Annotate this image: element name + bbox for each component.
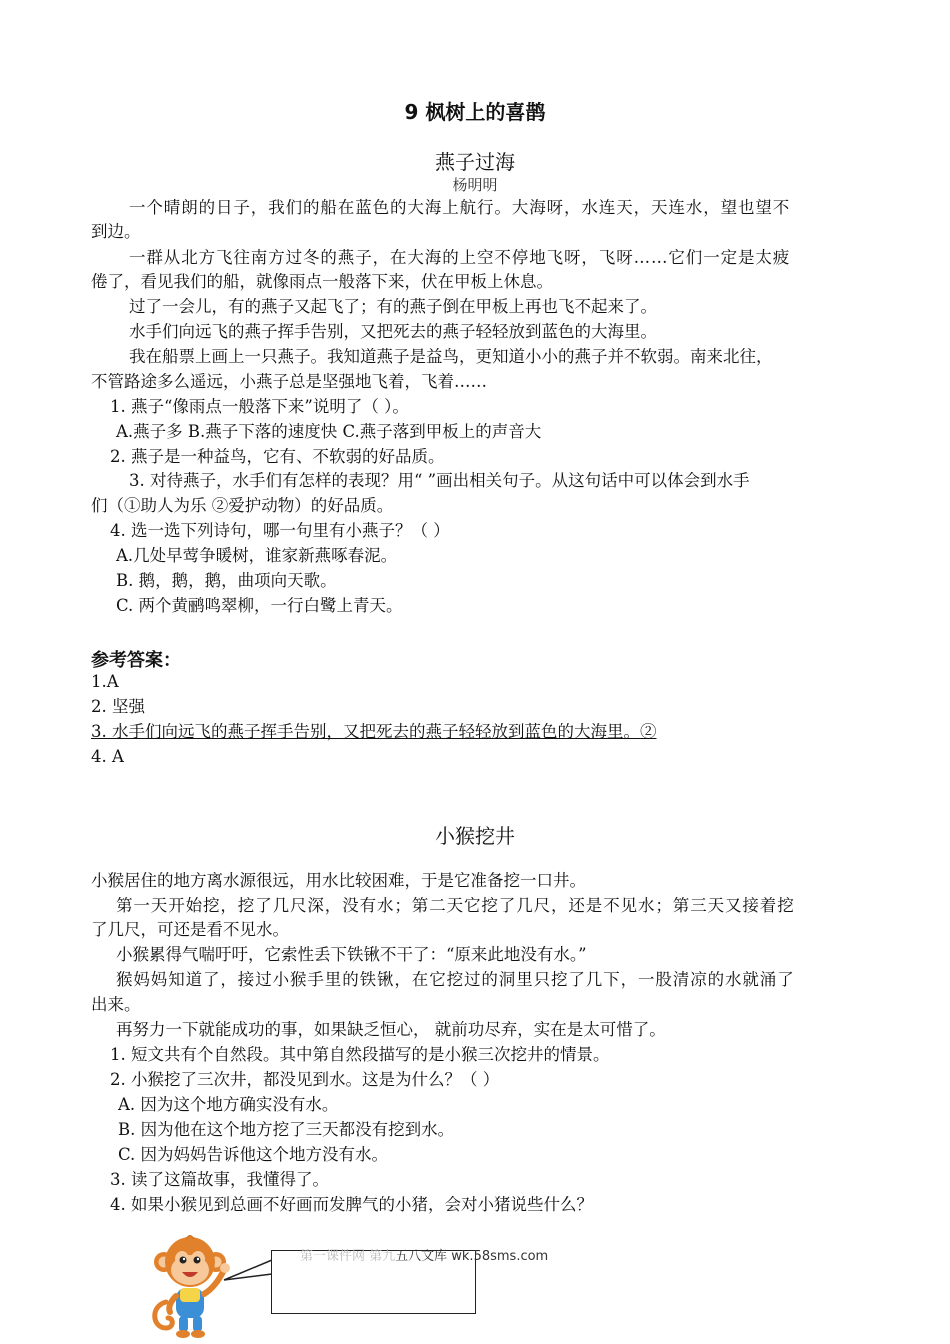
passage2-title: 小猴挖井 — [435, 824, 515, 848]
passage1-line: 过了一会儿，有的燕子又起飞了；有的燕子倒在甲板上再也飞不起来了。 — [129, 297, 657, 316]
question: 们（①助人为乐 ②爱护动物）的好品质。 — [91, 496, 394, 515]
answers-heading: 参考答案： — [91, 650, 181, 671]
question-option: A.几处早莺争暖树，谁家新燕啄春泥。 — [116, 546, 398, 565]
question: 1. 短文共有个自然段。其中第自然段描写的是小猴三次挖井的情景。 — [110, 1045, 610, 1064]
passage1-line: 一个晴朗的日子，我们的船在蓝色的大海上航行。大海呀，水连天，天连水，望也望不 — [129, 198, 791, 217]
question-option: B. 因为他在这个地方挖了三天都没有挖到水。 — [118, 1120, 455, 1139]
passage2-line: 了几尺，可还是看不见水。 — [91, 920, 289, 939]
question-option: C. 因为妈妈告诉他这个地方没有水。 — [118, 1145, 389, 1164]
passage2-line: 小猴累得气喘吁吁，它索性丢下铁锹不干了：“原来此地没有水。” — [116, 945, 587, 964]
answer-item: 2. 坚强 — [91, 697, 145, 716]
question: 2. 燕子是一种益鸟，它有、不软弱的好品质。 — [110, 447, 445, 466]
question: 4. 选一选下列诗句，哪一句里有小燕子？（ ） — [110, 521, 450, 540]
passage2-line: 小猴居住的地方离水源很远，用水比较困难，于是它准备挖一口井。 — [91, 871, 586, 890]
question: 2. 小猴挖了三次井，都没见到水。这是为什么？（ ） — [110, 1070, 500, 1089]
answer-item: 4. A — [91, 747, 124, 766]
passage1-line: 到边。 — [91, 222, 141, 241]
passage1-author: 杨明明 — [452, 176, 498, 194]
question-option: A. 因为这个地方确实没有水。 — [118, 1095, 339, 1114]
question: 3. 读了这篇故事，我懂得了。 — [110, 1170, 329, 1189]
question-option: C. 两个黄鹂鸣翠柳，一行白鹭上青天。 — [116, 596, 403, 615]
passage1-line: 我在船票上画上一只燕子。我知道燕子是益鸟，更知道小小的燕子并不软弱。南来北往， — [129, 347, 773, 366]
question: 1. 燕子“像雨点一般落下来”说明了（ ）。 — [110, 397, 409, 416]
speech-bubble-tail — [222, 1258, 274, 1284]
passage1-line: 不管路途多么遥远，小燕子总是坚强地飞着，飞着…… — [91, 372, 487, 391]
answer-item: 3. 水手们向远飞的燕子挥手告别，又把死去的燕子轻轻放到蓝色的大海里。② — [91, 722, 657, 741]
passage1-title: 燕子过海 — [435, 150, 515, 174]
question: 3. 对待燕子，水手们有怎样的表现？用“ ”画出相关句子。从这句话中可以体会到水手 — [129, 471, 750, 490]
question-options: A.燕子多 B.燕子下落的速度快 C.燕子落到甲板上的声音大 — [116, 422, 542, 441]
watermark-ghost-text: 第一课件网 第九 — [300, 1249, 396, 1264]
passage1-line: 倦了，看见我们的船，就像雨点一般落下来，伏在甲板上休息。 — [91, 272, 553, 291]
answer-item: 1.A — [91, 672, 119, 691]
passage1-line: 一群从北方飞往南方过冬的燕子，在大海的上空不停地飞呀，飞呀……它们一定是太疲 — [129, 248, 791, 267]
watermark — [300, 1245, 548, 1264]
page-title: 9 枫树上的喜鹊 — [404, 100, 546, 124]
watermark-text: 五八文库 wk.58sms.com — [395, 1249, 549, 1264]
passage2-line: 再努力一下就能成功的事，如果缺乏恒心， 就前功尽弃，实在是太可惜了。 — [116, 1020, 666, 1039]
question-option: B. 鹅，鹅，鹅，曲项向天歌。 — [116, 571, 337, 590]
passage2-line: 出来。 — [91, 995, 141, 1014]
passage2-line: 猴妈妈知道了，接过小猴手里的铁锹，在它挖过的洞里只挖了几下，一股清凉的水就涌了 — [116, 970, 795, 989]
passage1-line: 水手们向远飞的燕子挥手告别，又把死去的燕子轻轻放到蓝色的大海里。 — [129, 322, 657, 341]
passage2-line: 第一天开始挖，挖了几尺深，没有水；第二天它挖了几尺，还是不见水；第三天又接着挖 — [116, 896, 795, 915]
monkey-illustration — [148, 1232, 238, 1340]
question: 4. 如果小猴见到总画不好画而发脾气的小猪，会对小猪说些什么？ — [110, 1195, 593, 1214]
